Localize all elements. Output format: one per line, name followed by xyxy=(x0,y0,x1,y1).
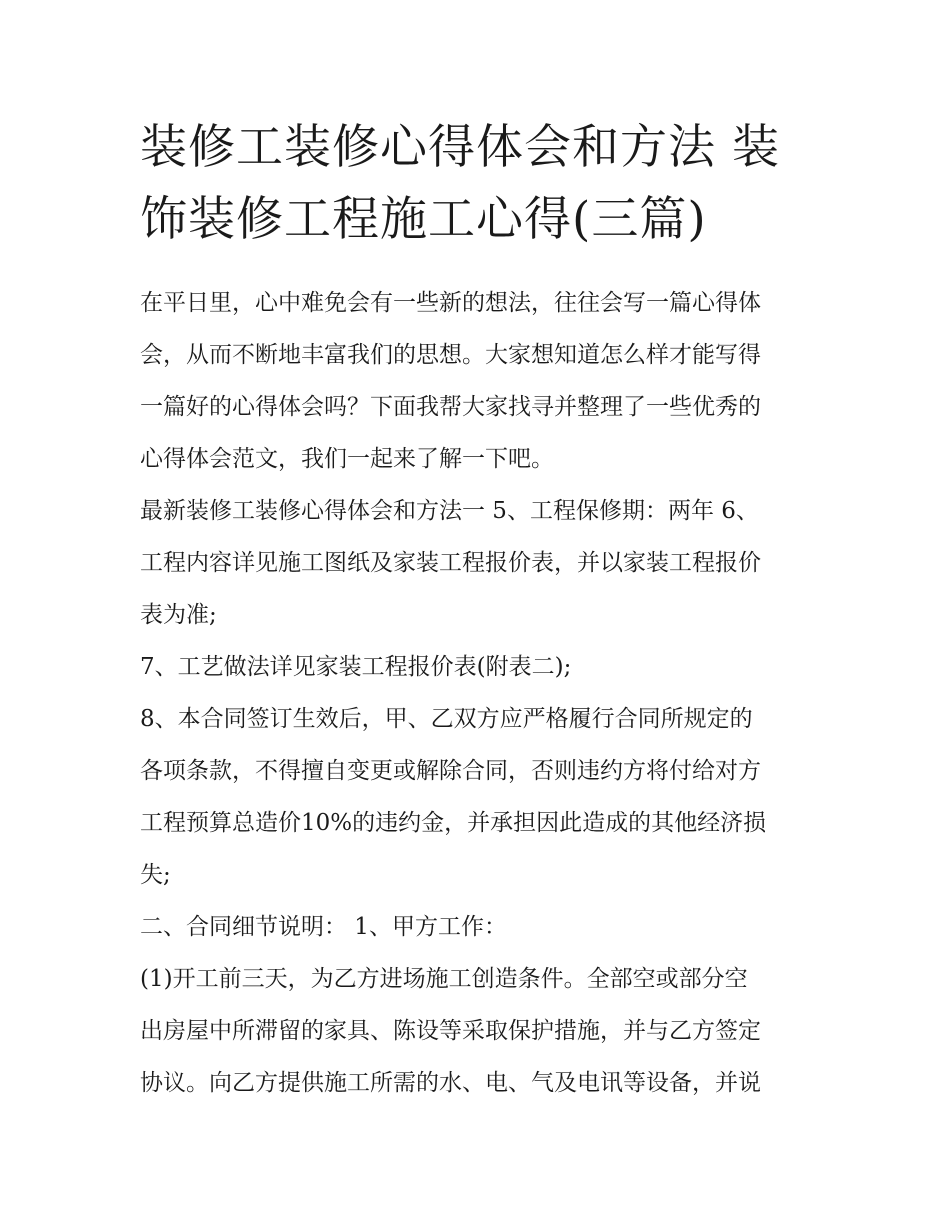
body-line: 一篇好的心得体会吗？下面我帮大家找寻并整理了一些优秀的 xyxy=(140,394,761,420)
body-line: 工程预算总造价10%的违约金，并承担因此造成的其他经济损 xyxy=(140,810,767,836)
body-line: 在平日里，心中难免会有一些新的想法，往往会写一篇心得体 xyxy=(140,290,761,316)
body-line: 8、本合同签订生效后，甲、乙双方应严格履行合同所规定的 xyxy=(140,706,753,732)
body-line: 会，从而不断地丰富我们的思想。大家想知道怎么样才能写得 xyxy=(140,342,761,368)
title-line: 饰装修工程施工心得(三篇) xyxy=(140,192,707,247)
body-line: 7、工艺做法详见家装工程报价表(附表二); xyxy=(140,654,572,680)
body-line: 最新装修工装修心得体会和方法一 5、工程保修期：两年 6、 xyxy=(140,498,759,524)
body-line: 出房屋中所滞留的家具、陈设等采取保护措施，并与乙方签定 xyxy=(140,1018,761,1044)
body-line: 二、合同细节说明： 1、甲方工作： xyxy=(140,914,507,940)
body-line: 各项条款，不得擅自变更或解除合同，否则违约方将付给对方 xyxy=(140,758,761,784)
body-line: 表为准; xyxy=(140,602,217,628)
body-line: 协议。向乙方提供施工所需的水、电、气及电讯等设备，并说 xyxy=(140,1070,761,1096)
title-line: 装修工装修心得体会和方法 装 xyxy=(140,120,780,175)
document-title xyxy=(140,112,830,256)
document-body xyxy=(140,277,830,1109)
body-line: 心得体会范文，我们一起来了解一下吧。 xyxy=(140,446,554,472)
body-line: (1)开工前三天，为乙方进场施工创造条件。全部空或部分空 xyxy=(140,966,748,992)
body-line: 失; xyxy=(140,862,171,888)
body-line: 工程内容详见施工图纸及家装工程报价表，并以家装工程报价 xyxy=(140,550,761,576)
